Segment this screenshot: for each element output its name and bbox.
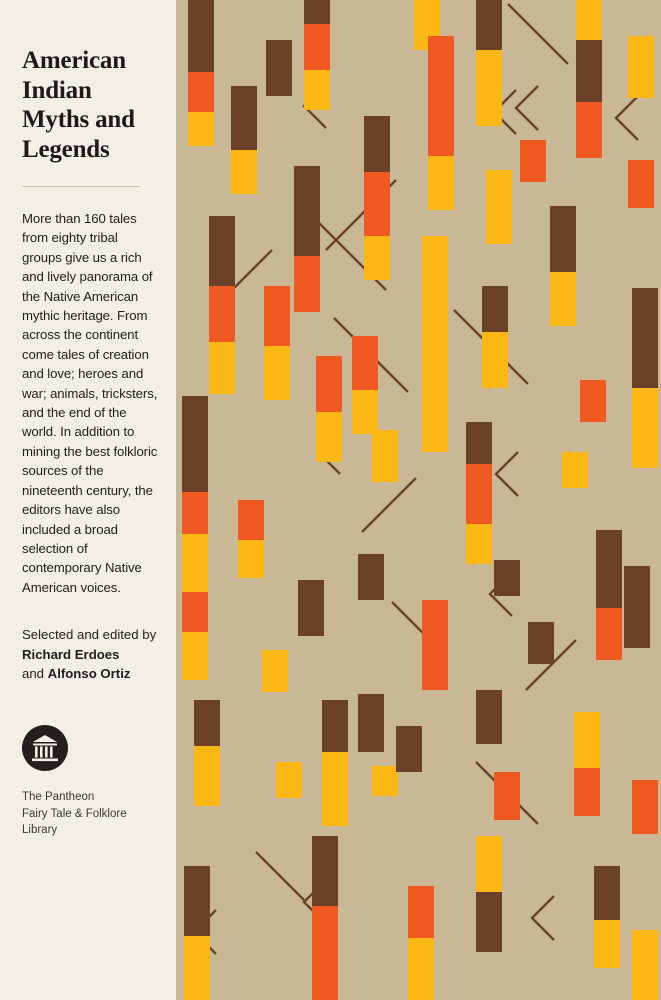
title-line-4: Legends	[22, 135, 110, 163]
title-line-2: Indian	[22, 76, 92, 104]
artwork-canvas	[176, 0, 661, 1000]
cover-artwork	[176, 0, 661, 1000]
editor-conjunction: and	[22, 665, 48, 681]
title-line-3: Myths and	[22, 106, 135, 133]
cover-credits	[22, 625, 158, 683]
divider	[22, 186, 140, 187]
imprint-text	[22, 789, 158, 838]
title-line-1: American	[22, 47, 126, 74]
page-title	[22, 46, 158, 164]
imprint-line-2: Fairy Tale & Folklore	[22, 807, 127, 820]
cover-blurb: More than 160 tales from eighty tribal groups give us a rich and lively panorama of the Native American mythic heritage. From across the continent come tales of creation and love; heroes and war; animals, tricksters, and the end of the world. In addition to mining the best folkloric sources of the nineteenth century, the editors have also included a broad selection of contemporary Native American voices.	[22, 211, 158, 595]
publisher-logo	[22, 725, 158, 771]
editor-name-2: Alfonso Ortiz	[47, 665, 131, 681]
imprint-line-1: The Pantheon	[22, 791, 95, 804]
pantheon-temple-icon	[22, 725, 68, 771]
cover-left-panel	[0, 0, 176, 1000]
credit-label: Selected and edited by	[22, 627, 157, 643]
imprint-line-3: Library	[22, 824, 58, 836]
editor-name-1: Richard Erdoes	[22, 646, 120, 662]
